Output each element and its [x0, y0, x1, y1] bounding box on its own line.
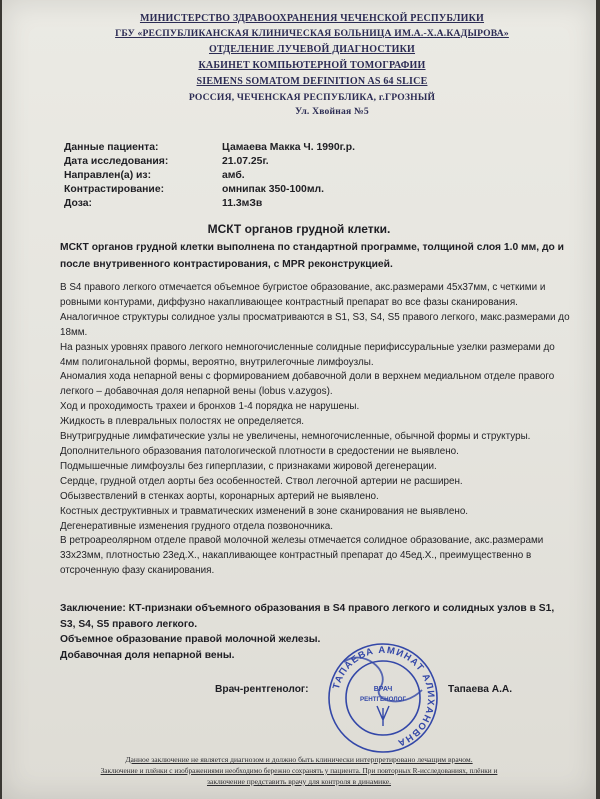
finding-paragraph: В ретроареолярном отделе правой молочной железы отмечается солидное образование, акс.размерами 33х23мм, плотностью 23ед.Х., накапливающее контрастный препарат до 45ед.Х., преимущественно в отсроченную фазу сканирования.: [60, 535, 544, 577]
contrast-value: омнипак 350-100мл.: [222, 184, 325, 195]
finding-paragraph: На разных уровнях правого легкого немногочисленные солидные перифиссуральные узелки размерами до 4мм полигональной формы, вероятно, внутрилегочные лимфоузлы.: [60, 341, 555, 368]
finding-paragraph: Жидкость в плевральных полостях не определяется.: [60, 416, 305, 428]
finding-paragraph: Аномалия хода непарной вены с формированием добавочной доли в верхнем медиальном отделе правого легкого – добавочная доля непарной вены (lobus v.azygos).: [60, 371, 555, 398]
date-value: 21.07.25г.: [222, 156, 269, 167]
dose-label: Доза:: [64, 198, 93, 209]
finding-paragraph: Сердце, грудной отдел аорты без особенностей. Ствол легочной артерии не расширен.: [60, 475, 463, 487]
scanner-model: SIEMENS SOMATOM DEFINITION AS 64 SLICE: [196, 76, 428, 87]
ministry-header: МИНИСТЕРСТВО ЗДРАВООХРАНЕНИЯ ЧЕЧЕНСКОЙ РЕСПУБЛИКИ: [139, 13, 485, 24]
stamp-center-line2: РЕНТГЕНОЛОГ: [360, 696, 406, 703]
doctor-stamp: [322, 640, 444, 756]
report-body: [60, 281, 572, 579]
report-intro: МСКТ органов грудной клетки выполнена по стандартной программе, толщиной слоя 1.0 мм, до и после внутривенного контрастирования, с MPR реконструкцией.: [60, 242, 565, 270]
finding-paragraph: Дегенеративные изменения грудного отдела позвоночника.: [60, 520, 333, 532]
patient-label: Данные пациента:: [64, 142, 159, 153]
finding-paragraph: Дополнительного образования патологической плотности в средостении не выявлено.: [60, 445, 459, 457]
address-country: РОССИЯ, ЧЕЧЕНСКАЯ РЕСПУБЛИКА, г.ГРОЗНЫЙ: [188, 92, 436, 103]
finding-paragraph: Обызвествлений в стенках аорты, коронарных артерий не выявлено.: [60, 490, 379, 502]
caduceus-icon: [377, 706, 389, 726]
footer-line3: заключение представить врачу для контроля в динамике.: [206, 777, 392, 786]
referred-label: Направлен(а) из:: [64, 170, 152, 181]
contrast-label: Контрастирование:: [64, 184, 165, 195]
conclusion: [60, 601, 572, 663]
conclusion-line: Объемное образование правой молочной железы.: [60, 634, 321, 645]
finding-paragraph: В S4 правого легкого отмечается объемное бугристое образование, акс.размерами 45х37мм, с четкими и ровными контурами, диффузно накапливающее контрастный препарат во все фазы сканирования. Аналогичное структуры солидное узлы просматриваются в S1, S3, S4, S5 правого легкого, макс.размерами до 18мм.: [60, 282, 570, 338]
footer-line2: Заключение и плёнки с изображениями необходимо бережно сохранять у пациента. При повторных R-исследованиях, плёнки и: [100, 766, 498, 775]
footer-line1: Данное заключение не является диагнозом и должно быть клинически интерпретировано лечащим врачом.: [125, 755, 473, 764]
report-page: [2, 0, 596, 799]
finding-paragraph: Ход и проходимость трахеи и бронхов 1-4 порядка не нарушены.: [60, 401, 360, 413]
stamp-ring-text: ТАПАЕВА АМИНАТ АЛИХАНОВНА: [330, 644, 437, 749]
signature-name: Тапаева А.А.: [448, 684, 513, 695]
finding-paragraph: Внутригрудные лимфатические узлы не увеличены, немногочисленные, обычной формы и структуры.: [60, 431, 531, 443]
conclusion-line: Заключение: КТ-признаки объемного образования в S4 правого легкого и солидных узлов в S1, S3, S4, S5 правого легкого.: [60, 603, 555, 630]
hospital-header: ГБУ «РЕСПУБЛИКАНСКАЯ КЛИНИЧЕСКАЯ БОЛЬНИЦА ИМ.А.-Х.А.КАДЫРОВА»: [115, 28, 509, 39]
finding-paragraph: Костных деструктивных и травматических изменений в зоне сканирования не выявлено.: [60, 505, 469, 517]
finding-paragraph: Подмышечные лимфоузлы без гиперплазии, с признаками жировой дегенерации.: [60, 460, 437, 472]
referred-value: амб.: [222, 170, 245, 181]
report-title: МСКТ органов грудной клетки.: [207, 222, 391, 236]
dose-value: 11.3мЗв: [222, 198, 263, 209]
date-label: Дата исследования:: [64, 156, 169, 167]
office-header: КАБИНЕТ КОМПЬЮТЕРНОЙ ТОМОГРАФИИ: [198, 60, 426, 71]
patient-value: Цамаева Макка Ч. 1990г.р.: [222, 142, 356, 153]
conclusion-line: Добавочная доля непарной вены.: [60, 649, 235, 661]
address-street: Ул. Хвойная №5: [295, 106, 369, 117]
stamp-center-line1: ВРАЧ: [373, 686, 393, 693]
signature-label: Врач-рентгенолог:: [215, 684, 309, 695]
department-header: ОТДЕЛЕНИЕ ЛУЧЕВОЙ ДИАГНОСТИКИ: [208, 44, 416, 55]
